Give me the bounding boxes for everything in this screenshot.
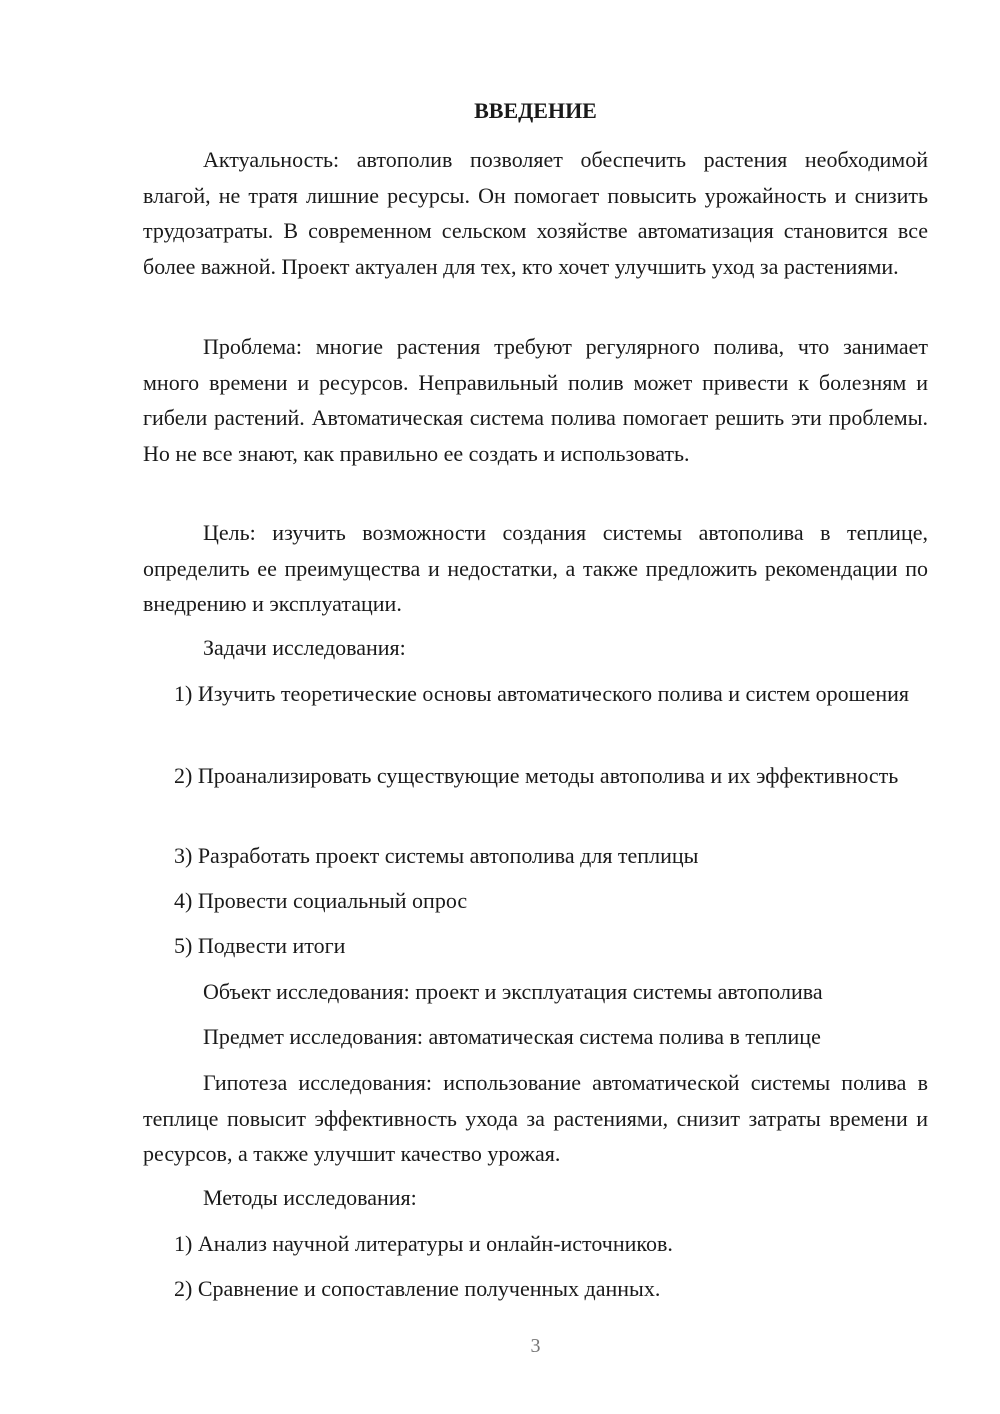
tasks-heading: Задачи исследования: (203, 635, 406, 660)
task-item-3: 3) Разработать проект системы автополива для теплицы (174, 843, 699, 868)
paragraph-problem: Проблема: многие растения требуют регулярного полива, что занимает много времени и ресурсов. Неправильный полив может привести к болезням и гибели растений. Автоматическая система полива помогает решить эти проблемы. Но не все знают, как правильно ее создать и использовать. (143, 334, 928, 466)
method-item-2: 2) Сравнение и сопоставление полученных данных. (174, 1276, 661, 1301)
section-title: ВВЕДЕНИЕ (474, 98, 597, 123)
task-item-5: 5) Подвести итоги (174, 933, 346, 958)
task-item-4: 4) Провести социальный опрос (174, 888, 468, 913)
paragraph-relevance: Актуальность: автополив позволяет обеспечить растения необходимой влагой, не тратя лишние ресурсы. Он помогает повысить урожайность и снизить трудозатраты. В современном сельском хозяйстве автоматизация становится все более важной. Проект актуален для тех, кто хочет улучшить уход за растениями. (143, 147, 928, 279)
task-item-2: 2) Проанализировать существующие методы автополива и их эффективность (174, 763, 899, 788)
paragraph-subject: Предмет исследования: автоматическая система полива в теплице (203, 1024, 821, 1049)
paragraph-object: Объект исследования: проект и эксплуатация системы автополива (203, 979, 823, 1004)
task-item-1: 1) Изучить теоретические основы автоматического полива и систем орошения (174, 681, 909, 706)
method-item-1: 1) Анализ научной литературы и онлайн-источников. (174, 1231, 673, 1256)
page-number: 3 (530, 1335, 541, 1357)
paragraph-goal: Цель: изучить возможности создания системы автополива в теплице, определить ее преимущества и недостатки, а также предложить рекомендации по внедрению и эксплуатации. (143, 520, 928, 616)
methods-heading: Методы исследования: (203, 1185, 417, 1210)
paragraph-hypothesis: Гипотеза исследования: использование автоматической системы полива в теплице повысит эффективность ухода за растениями, снизит затраты времени и ресурсов, а также улучшит качество урожая. (143, 1070, 928, 1166)
